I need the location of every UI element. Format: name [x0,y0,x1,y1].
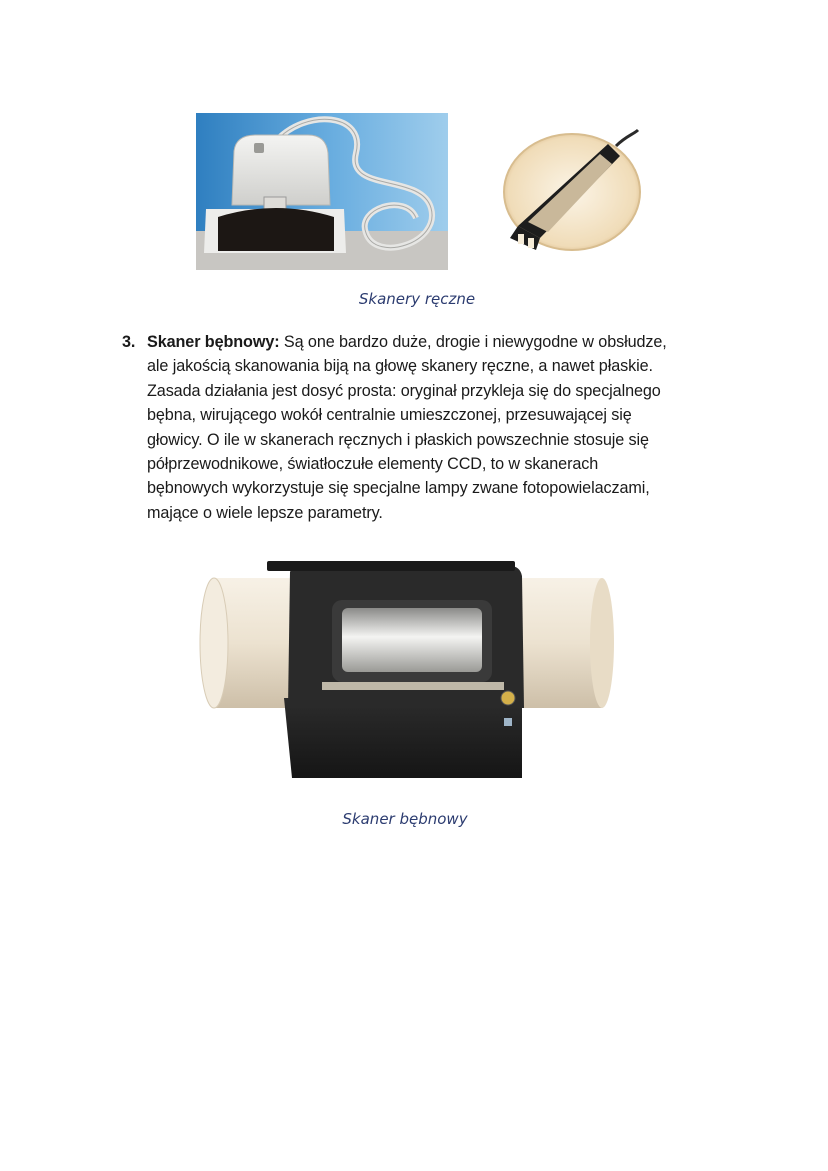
drum-scanner-icon [192,558,622,788]
term-heading: Skaner bębnowy: [147,333,280,351]
text-line: półprzewodnikowe, światłoczułe elementy CCD, to w skanerach [147,455,599,474]
text-line: bębnowych wykorzystuje się specjalne lampy zwane fotopowielaczami, [147,479,650,498]
pen-scanner-icon [496,116,648,262]
list-item-text [147,330,722,525]
text-line: głowicy. O ile w skanerach ręcznych i płaskich powszechnie stosuje się [147,430,649,449]
text-line: bębna, wirującego wokół centralnie umieszczonej, przesuwającej się [147,406,632,425]
text-line-segment: Są one bardzo duże, drogie i niewygodne w obsłudze, [279,333,667,351]
drum-scanner-image [192,558,622,788]
list-item-drum-scanner [122,330,722,525]
text-line: mające o wiele lepsze parametry. [147,503,383,522]
figure-caption-drum: Skaner bębnowy [342,810,468,828]
figure-caption-handheld: Skanery ręczne [358,290,476,308]
pen-scanner-image [496,116,648,262]
text-line: Zasada działania jest dosyć prosta: oryginał przykleja się do specjalnego [147,381,661,400]
text-line [147,330,722,354]
list-number: 3. [122,333,136,351]
text-line: ale jakością skanowania biją na głowę skanery ręczne, a nawet płaskie. [147,357,653,376]
handheld-scanner-icon [196,113,448,270]
handheld-scanner-image [196,113,448,270]
